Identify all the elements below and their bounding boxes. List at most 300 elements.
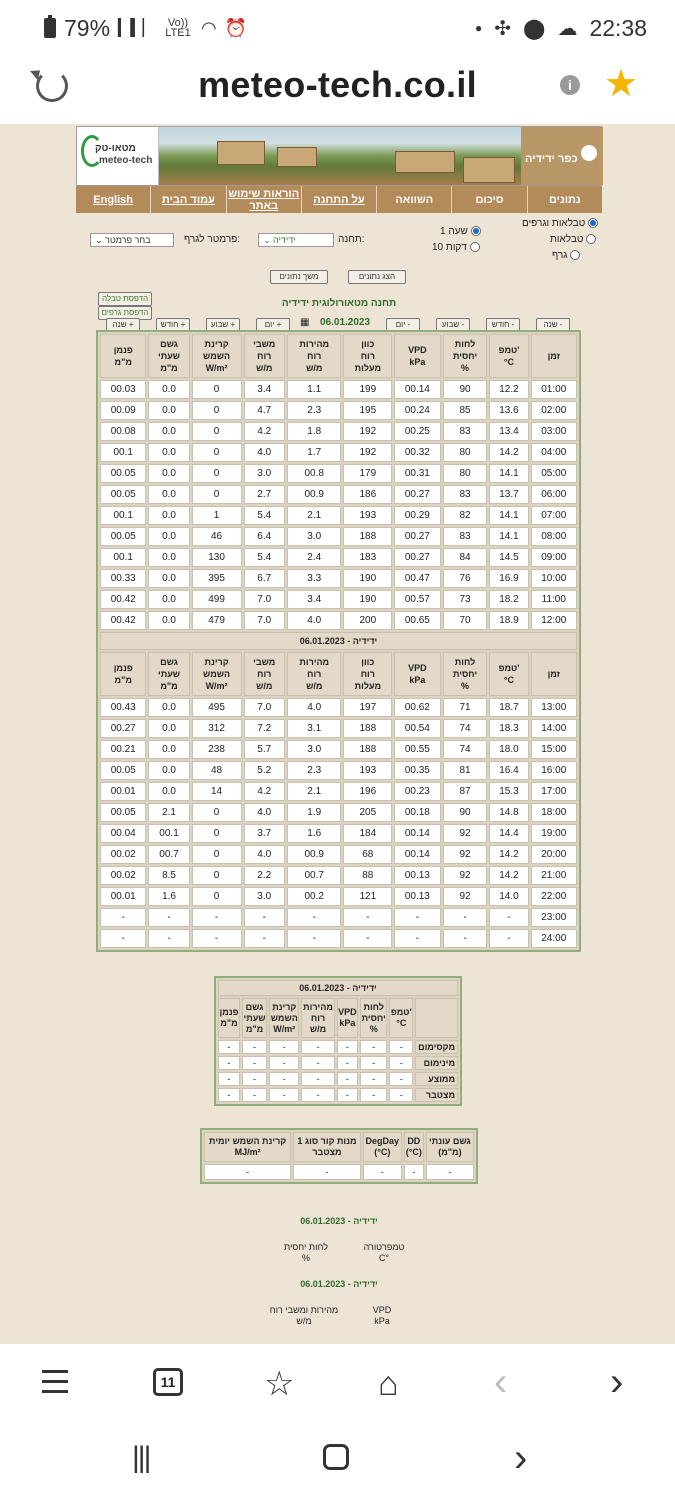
value-cell: -	[443, 929, 488, 948]
value-cell: 238	[192, 740, 242, 759]
time-cell: 01:00	[531, 380, 578, 399]
value-cell: 193	[343, 506, 392, 525]
summary-header-line: kPa	[339, 1018, 356, 1028]
column-header-line: מ/ש	[306, 363, 323, 373]
column-header-line: קרינת	[204, 339, 229, 349]
radio-icon[interactable]	[471, 226, 481, 236]
print-graphs-button[interactable]: הדפסת גרפים	[98, 306, 152, 320]
time-cell: 10:00	[531, 569, 578, 588]
value-cell: 0.0	[148, 719, 189, 738]
value-cell: 6.4	[244, 527, 286, 546]
value-cell: 1	[192, 506, 242, 525]
value-cell: 0.0	[148, 380, 189, 399]
time-cell: 05:00	[531, 464, 578, 483]
column-header-line: כוון	[361, 657, 375, 667]
value-cell: 2.3	[287, 401, 341, 420]
column-header-line: משבי	[253, 339, 276, 349]
value-cell: 190	[343, 569, 392, 588]
time-cell: 06:00	[531, 485, 578, 504]
radio-icon[interactable]	[588, 218, 598, 228]
column-header-line: מ"מ	[160, 363, 178, 373]
value-cell: 92	[443, 824, 488, 843]
value-cell: 00.05	[100, 464, 146, 483]
summary-header-line: °C	[396, 1018, 407, 1028]
value-cell: -	[100, 929, 146, 948]
value-cell: 1.6	[148, 887, 189, 906]
show-data-button[interactable]: הצג נתונים	[348, 270, 406, 284]
nav-about-station[interactable]: על התחנה	[301, 186, 376, 213]
daily-column-header	[404, 1132, 424, 1162]
summary-column-header	[269, 998, 299, 1038]
value-cell: 00.29	[394, 506, 440, 525]
column-header-line: טמפ'	[498, 663, 520, 673]
summary-value: -	[360, 1088, 387, 1102]
week-forward-button[interactable]: שבוע +	[206, 318, 240, 332]
interval-option-1h[interactable]	[440, 226, 481, 237]
value-cell: 4.0	[287, 698, 341, 717]
daily-header-line: MJ/m²	[234, 1147, 261, 1157]
value-cell: 80	[443, 443, 488, 462]
column-header	[100, 334, 146, 378]
column-header-line: kPa	[409, 675, 426, 685]
column-header	[343, 334, 392, 378]
column-header-line: °C	[503, 357, 515, 367]
value-cell: 5.4	[244, 506, 286, 525]
value-cell: 00.13	[394, 887, 440, 906]
value-cell: 00.01	[100, 782, 146, 801]
daily-value: -	[293, 1164, 360, 1180]
value-cell: 73	[443, 590, 488, 609]
value-cell: 200	[343, 611, 392, 630]
value-cell: 46	[192, 527, 242, 546]
value-cell: 00.03	[100, 380, 146, 399]
time-cell: 16:00	[531, 761, 578, 780]
value-cell: 0.0	[148, 569, 189, 588]
column-header-line: °C	[503, 675, 515, 685]
value-cell: 00.1	[100, 506, 146, 525]
site-name-badge	[521, 127, 603, 185]
summary-title-row	[218, 980, 458, 996]
time-cell: 02:00	[531, 401, 578, 420]
value-cell: 0	[192, 485, 242, 504]
value-cell: 0.0	[148, 548, 189, 567]
summary-header-line: מ"מ	[245, 1023, 264, 1034]
tabs-icon[interactable]: 11	[153, 1368, 183, 1396]
column-header	[148, 652, 189, 696]
value-cell: 184	[343, 824, 392, 843]
column-header-line: רוח	[257, 669, 272, 679]
value-cell: 5.7	[244, 740, 286, 759]
value-cell: 0.0	[148, 698, 189, 717]
value-cell: 14.1	[489, 464, 528, 483]
view-option-label: טבלאות	[550, 234, 584, 245]
daily-header-line: (°C)	[374, 1147, 391, 1157]
value-cell: 14	[192, 782, 242, 801]
value-cell: 7.0	[244, 611, 286, 630]
summary-value: -	[337, 1040, 358, 1054]
value-cell: 00.02	[100, 866, 146, 885]
summary-header-line: השמש	[270, 1012, 298, 1023]
value-cell: 5.2	[244, 761, 286, 780]
value-cell: 1.8	[287, 422, 341, 441]
value-cell: 2.4	[287, 548, 341, 567]
summary-row	[218, 1072, 458, 1086]
value-cell: 5.4	[244, 548, 286, 567]
menu-icon[interactable]	[42, 1370, 70, 1396]
summary-value: -	[242, 1072, 267, 1086]
summary-value: -	[337, 1056, 358, 1070]
column-header	[100, 652, 146, 696]
chart-label-text: VPD	[372, 1305, 392, 1315]
summary-header-row	[218, 998, 458, 1038]
value-cell: 00.33	[100, 569, 146, 588]
value-cell: 00.01	[100, 887, 146, 906]
value-cell: -	[148, 929, 189, 948]
system-back-icon[interactable]: ›	[514, 1436, 528, 1480]
daily-value: -	[404, 1164, 424, 1180]
value-cell: 2.3	[287, 761, 341, 780]
value-cell: 90	[443, 380, 488, 399]
time-cell: 13:00	[531, 698, 578, 717]
value-cell: 00.05	[100, 803, 146, 822]
value-cell: 7.2	[244, 719, 286, 738]
info-icon[interactable]: i	[560, 75, 580, 95]
radio-icon[interactable]	[470, 242, 480, 252]
value-cell: 18.9	[489, 611, 528, 630]
value-cell: 0.0	[148, 485, 189, 504]
chart-label-humidity	[270, 1242, 342, 1264]
wifi-icon: ◠	[200, 17, 217, 38]
calendar-icon[interactable]: ▦	[300, 317, 310, 328]
meteo-tech-logo[interactable]	[77, 127, 159, 185]
column-header-line: השמש	[203, 351, 231, 361]
summary-value: -	[389, 1088, 413, 1102]
value-cell: 3.3	[287, 569, 341, 588]
time-cell: 04:00	[531, 443, 578, 462]
chart-label-vpd	[352, 1305, 412, 1327]
daily-column-header	[293, 1132, 360, 1162]
year-back-button[interactable]: שנה -	[536, 318, 570, 332]
view-option-tables[interactable]	[550, 234, 596, 245]
value-cell: 183	[343, 548, 392, 567]
value-cell: 00.27	[394, 527, 440, 546]
value-cell: 2.1	[287, 782, 341, 801]
value-cell: 00.05	[100, 761, 146, 780]
column-header-line: רוח	[360, 669, 375, 679]
banner-house	[277, 147, 317, 167]
value-cell: 0	[192, 887, 242, 906]
column-header-line: מעלות	[354, 681, 381, 691]
value-cell: 00.7	[287, 866, 341, 885]
value-cell: 4.0	[287, 611, 341, 630]
summary-column-header	[360, 998, 387, 1038]
value-cell: 0.0	[148, 761, 189, 780]
summary-row	[218, 1088, 458, 1102]
value-cell: -	[100, 908, 146, 927]
value-cell: 00.14	[394, 380, 440, 399]
chart-label-temperature	[348, 1242, 420, 1264]
value-cell: 0.0	[148, 611, 189, 630]
table-row	[100, 824, 577, 843]
value-cell: -	[287, 908, 341, 927]
summary-value: -	[337, 1072, 358, 1086]
column-header	[443, 652, 488, 696]
nav-compare[interactable]: השוואה	[376, 186, 451, 213]
column-header-line: %	[461, 363, 470, 373]
column-header-line: מהירות	[299, 339, 330, 349]
home-button-icon[interactable]	[323, 1444, 349, 1470]
nav-summary[interactable]: סיכום	[451, 186, 526, 213]
value-cell: 18.7	[489, 698, 528, 717]
param-select[interactable]: ⌄ בחר פרמטר	[90, 233, 174, 247]
summary-value: -	[389, 1040, 413, 1054]
summary-value: -	[360, 1040, 387, 1054]
column-header-line: משבי	[253, 657, 276, 667]
browser-toolbar	[0, 1344, 675, 1424]
summary-value: -	[389, 1056, 413, 1070]
banner-house	[395, 151, 455, 173]
column-header	[192, 652, 242, 696]
value-cell: 14.2	[489, 866, 528, 885]
table-row	[100, 422, 577, 441]
value-cell: 84	[443, 548, 488, 567]
value-cell: 14.8	[489, 803, 528, 822]
daily-column-header	[204, 1132, 291, 1162]
column-header-line: לחות	[454, 657, 476, 667]
year-forward-button[interactable]: שנה +	[106, 318, 140, 332]
summary-column-header	[389, 998, 413, 1038]
value-cell: 00.54	[394, 719, 440, 738]
column-header	[394, 652, 440, 696]
time-cell: 22:00	[531, 887, 578, 906]
column-header	[489, 334, 528, 378]
daily-value: -	[363, 1164, 402, 1180]
nav-english[interactable]: English	[93, 193, 133, 206]
column-header-line: שעתי	[158, 351, 181, 361]
time-cell: 14:00	[531, 719, 578, 738]
value-cell: 3.7	[244, 824, 286, 843]
value-cell: 18.3	[489, 719, 528, 738]
table-row	[100, 401, 577, 420]
summary-value: -	[269, 1040, 299, 1054]
value-cell: 81	[443, 761, 488, 780]
value-cell: -	[489, 908, 528, 927]
month-back-button[interactable]: חודש -	[486, 318, 520, 332]
bookmark-star-icon[interactable]: ★	[604, 63, 639, 105]
value-cell: 00.14	[394, 845, 440, 864]
value-cell: 00.1	[100, 443, 146, 462]
continue-data-button[interactable]: משך נתונים	[270, 270, 328, 284]
value-cell: 1.7	[287, 443, 341, 462]
value-cell: 83	[443, 422, 488, 441]
value-cell: 0	[192, 845, 242, 864]
table-header-row	[100, 334, 577, 378]
week-back-button[interactable]: שבוע -	[436, 318, 470, 332]
value-cell: 0	[192, 866, 242, 885]
day-forward-button[interactable]: יום +	[256, 318, 290, 332]
value-cell: 3.4	[244, 380, 286, 399]
value-cell: 130	[192, 548, 242, 567]
summary-row-label: מינימום	[415, 1056, 458, 1070]
value-cell: 3.1	[287, 719, 341, 738]
value-cell: 00.18	[394, 803, 440, 822]
value-cell: 3.0	[287, 740, 341, 759]
nav-usage-instructions[interactable]: הוראות שימוש באתר	[226, 186, 301, 213]
column-header-line: מ/ש	[306, 681, 323, 691]
summary-value: -	[218, 1088, 240, 1102]
column-header-line: רוח	[307, 669, 322, 679]
value-cell: 00.05	[100, 485, 146, 504]
time-cell: 15:00	[531, 740, 578, 759]
value-cell: -	[443, 908, 488, 927]
summary-value: -	[301, 1072, 334, 1086]
time-cell: 24:00	[531, 929, 578, 948]
value-cell: 00.9	[287, 845, 341, 864]
station-select[interactable]: ⌄ ידידיה	[258, 233, 334, 247]
value-cell: 179	[343, 464, 392, 483]
value-cell: -	[244, 908, 286, 927]
summary-value: -	[389, 1072, 413, 1086]
value-cell: 4.2	[244, 782, 286, 801]
value-cell: 0	[192, 824, 242, 843]
site-banner	[76, 126, 602, 186]
chart-label-unit: kPa	[374, 1316, 390, 1326]
column-header-line: כוון	[361, 339, 375, 349]
value-cell: 92	[443, 845, 488, 864]
value-cell: 2.2	[244, 866, 286, 885]
chart-title: ידידיה - 06.01.2023	[300, 1279, 378, 1289]
recents-icon[interactable]: |||	[132, 1441, 150, 1474]
time-cell: 21:00	[531, 866, 578, 885]
column-header-line: השמש	[203, 669, 231, 679]
view-option-graph[interactable]	[552, 250, 580, 261]
value-cell: 87	[443, 782, 488, 801]
value-cell: 0	[192, 443, 242, 462]
chart-label-text: מהירות ומשבי רוח	[269, 1305, 339, 1315]
daily-value: -	[426, 1164, 474, 1180]
time-cell: 09:00	[531, 548, 578, 567]
column-header-line: VPD	[408, 663, 427, 673]
column-header-line: רוח	[257, 351, 272, 361]
table-row	[100, 782, 577, 801]
hourly-data-table	[96, 330, 581, 952]
table-row	[100, 443, 577, 462]
value-cell: 0.0	[148, 464, 189, 483]
value-cell: 74	[443, 719, 488, 738]
time-cell: 08:00	[531, 527, 578, 546]
home-icon[interactable]: ⌂	[378, 1365, 399, 1403]
day-back-button[interactable]: יום -	[386, 318, 420, 332]
nav-data[interactable]: נתונים	[527, 186, 602, 213]
value-cell: 2.1	[148, 803, 189, 822]
column-header-line: מ/ש	[256, 363, 273, 373]
value-cell: 48	[192, 761, 242, 780]
summary-header-line: מהירות	[303, 1001, 333, 1012]
time-cell: 18:00	[531, 803, 578, 822]
column-header-line: רוח	[360, 351, 375, 361]
print-table-button[interactable]: הדפסת טבלה	[98, 292, 152, 306]
value-cell: 00.55	[394, 740, 440, 759]
value-cell: 4.7	[244, 401, 286, 420]
radio-icon[interactable]	[570, 250, 580, 260]
daily-column-header	[363, 1132, 402, 1162]
column-header-line: שעתי	[158, 669, 181, 679]
column-header	[244, 334, 286, 378]
back-icon[interactable]: ‹	[494, 1360, 508, 1404]
summary-value: -	[242, 1040, 267, 1054]
forward-icon[interactable]: ›	[610, 1360, 624, 1404]
summary-column-header	[242, 998, 267, 1038]
table-row	[100, 590, 577, 609]
summary-value: -	[218, 1040, 240, 1054]
value-cell: 00.27	[394, 485, 440, 504]
daily-totals-table	[200, 1128, 478, 1184]
month-forward-button[interactable]: חודש +	[156, 318, 190, 332]
value-cell: 1.1	[287, 380, 341, 399]
signal-icon: ▎▍▏	[118, 20, 155, 37]
value-cell: 192	[343, 443, 392, 462]
chart-label-wind	[254, 1305, 354, 1327]
radio-icon[interactable]	[586, 234, 596, 244]
table-row	[100, 698, 577, 717]
status-bar	[0, 0, 675, 56]
value-cell: -	[287, 929, 341, 948]
site-name: כפר ידידיה	[525, 153, 578, 165]
value-cell: 479	[192, 611, 242, 630]
time-cell: 17:00	[531, 782, 578, 801]
value-cell: 80	[443, 464, 488, 483]
value-cell: 3.4	[287, 590, 341, 609]
summary-value: -	[269, 1088, 299, 1102]
value-cell: 74	[443, 740, 488, 759]
view-option-tables-graphs[interactable]	[522, 218, 598, 229]
column-header-line: W/m²	[205, 363, 228, 373]
value-cell: 00.13	[394, 866, 440, 885]
summary-value: -	[337, 1088, 358, 1102]
url-field[interactable]: meteo-tech.co.il	[198, 64, 477, 105]
nav-home[interactable]: עמוד הבית	[150, 186, 225, 213]
interval-option-10m[interactable]	[432, 242, 480, 253]
station-value: ידידיה	[273, 235, 296, 245]
daily-header-line: DegDay	[365, 1136, 400, 1146]
value-cell: 0.0	[148, 422, 189, 441]
value-cell: 92	[443, 866, 488, 885]
summary-row	[218, 1040, 458, 1054]
summary-column-header	[337, 998, 358, 1038]
value-cell: 188	[343, 740, 392, 759]
value-cell: 8.5	[148, 866, 189, 885]
column-header	[443, 334, 488, 378]
banner-house	[217, 141, 265, 165]
value-cell: 312	[192, 719, 242, 738]
value-cell: 00.35	[394, 761, 440, 780]
column-header-line: יחסית	[452, 351, 478, 361]
summary-header-line: טמפ'	[390, 1007, 412, 1017]
summary-header-line: VPD	[338, 1007, 357, 1017]
daily-header-line: DD	[407, 1136, 421, 1146]
summary-header-line: W/m²	[273, 1023, 296, 1034]
bookmarks-star-icon[interactable]: ☆	[264, 1365, 295, 1403]
value-cell: 00.42	[100, 611, 146, 630]
value-cell: 121	[343, 887, 392, 906]
query-form	[76, 216, 602, 286]
value-cell: 4.0	[244, 845, 286, 864]
summary-row-label: מצטבר	[415, 1088, 458, 1102]
value-cell: 13.6	[489, 401, 528, 420]
clock-time: 22:38	[589, 14, 647, 41]
column-header-line: זמן	[547, 351, 560, 361]
value-cell: 195	[343, 401, 392, 420]
